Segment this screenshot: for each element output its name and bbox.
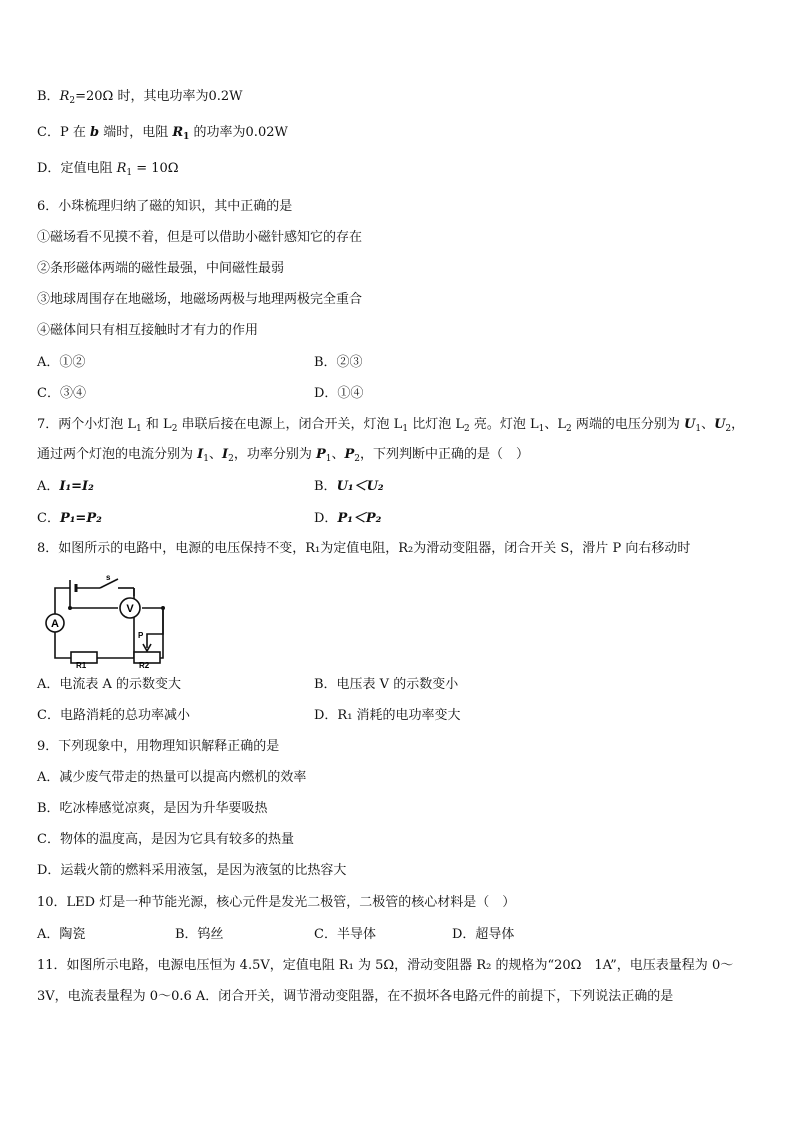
- q7-stem-line2: 通过两个灯泡的电流分别为 $I_1$、$I_2$，功率分别为 $P_1$、$P_2$，下列判断中正确的是（ ）: [37, 447, 530, 464]
- q9-stem: 9．下列现象中，用物理知识解释正确的是: [37, 739, 280, 754]
- junction-dot: [161, 606, 165, 610]
- q6-option-d[interactable]: D．①④: [314, 386, 364, 401]
- q6-item-3: ③地球周围存在地磁场，地磁场两极与地理两极完全重合: [37, 292, 363, 307]
- q7-option-c[interactable]: C．P₁=P₂: [37, 511, 102, 526]
- q8-option-a[interactable]: A．电流表 A 的示数变大: [37, 677, 182, 692]
- q9-option-b[interactable]: B．吃冰棒感觉凉爽，是因为升华要吸热: [37, 801, 268, 816]
- junction-dot: [68, 606, 72, 610]
- circuit-wire-outer: [55, 588, 134, 658]
- q9-option-d[interactable]: D．运载火箭的燃料采用液氢，是因为液氢的比热容大: [37, 863, 347, 878]
- q7-option-a[interactable]: A．I₁=I₂: [37, 479, 94, 494]
- circuit-diagram: [38, 574, 170, 668]
- q6-option-b[interactable]: B．②③: [314, 355, 363, 370]
- q7-option-b[interactable]: B．U₁＜U₂: [314, 479, 384, 494]
- q10-option-b[interactable]: B．钨丝: [175, 927, 224, 942]
- q6-option-c[interactable]: C．③④: [37, 386, 86, 401]
- q6-option-a[interactable]: A．①②: [37, 355, 86, 370]
- q11-stem-line2: 3V，电流表量程为 0～0.6 A．闭合开关，调节滑动变阻器，在不损坏各电路元件的前提下，下列说法正确的是: [37, 989, 674, 1004]
- q8-stem: 8．如图所示的电路中，电源的电压保持不变，R₁为定值电阻，R₂为滑动变阻器，闭合开关 S，滑片 P 向右移动时: [37, 541, 691, 556]
- switch-label: s: [106, 574, 111, 582]
- q7-option-d[interactable]: D．P₁＜P₂: [314, 511, 382, 526]
- q7-stem-line1: 7．两个小灯泡 $L_1$ 和 $L_2$ 串联后接在电源上，闭合开关，灯泡 $L_1$ 比灯泡 $L_2$ 亮。灯泡 $L_1$、$L_2$ 两端的电压分别为 $U_1$、$U_2$，: [37, 417, 745, 434]
- q6-stem: 6．小珠梳理归纳了磁的知识，其中正确的是: [37, 199, 293, 214]
- q9-option-c[interactable]: C．物体的温度高，是因为它具有较多的热量: [37, 832, 294, 847]
- slider-wire: [147, 608, 163, 648]
- q10-stem: 10．LED 灯是一种节能光源，核心元件是发光二极管，二极管的核心材料是（ ）: [37, 895, 516, 910]
- q10-option-c[interactable]: C．半导体: [314, 927, 376, 942]
- ammeter-label: A: [51, 618, 59, 630]
- q5-option-d: D．定值电阻 $R_1 = 10\Omega$: [37, 161, 179, 178]
- q5-option-b: B．$R_2=20\Omega$ 时，其电功率为0.2W: [37, 89, 243, 106]
- q5-option-c: C．P 在 b 端时，电阻 $R_1$ 的功率为0.02W: [37, 125, 288, 142]
- r2-label: R2: [139, 661, 150, 668]
- q6-item-2: ②条形磁体两端的磁性最强，中间磁性最弱: [37, 261, 285, 276]
- voltmeter-label: V: [126, 603, 134, 615]
- circuit-wire-top-left: [55, 588, 70, 616]
- q11-stem-line1: 11．如图所示电路，电源电压恒为 4.5V，定值电阻 R₁ 为 5Ω，滑动变阻器 R₂ 的规格为“20Ω 1A”，电压表量程为 0～: [37, 958, 734, 973]
- q8-option-b[interactable]: B．电压表 V 的示数变小: [314, 677, 459, 692]
- q8-option-d[interactable]: D．R₁ 消耗的电功率变大: [314, 708, 461, 723]
- q6-item-4: ④磁体间只有相互接触时才有力的作用: [37, 323, 259, 338]
- q10-option-d[interactable]: D．超导体: [452, 927, 515, 942]
- q6-item-1: ①磁场看不见摸不着，但是可以借助小磁针感知它的存在: [37, 230, 363, 245]
- q9-option-a[interactable]: A．减少废气带走的热量可以提高内燃机的效率: [37, 770, 307, 785]
- r1-label: R1: [76, 661, 87, 668]
- q10-option-a[interactable]: A．陶瓷: [37, 927, 86, 942]
- slider-label: P: [138, 631, 144, 640]
- q8-option-c[interactable]: C．电路消耗的总功率减小: [37, 708, 190, 723]
